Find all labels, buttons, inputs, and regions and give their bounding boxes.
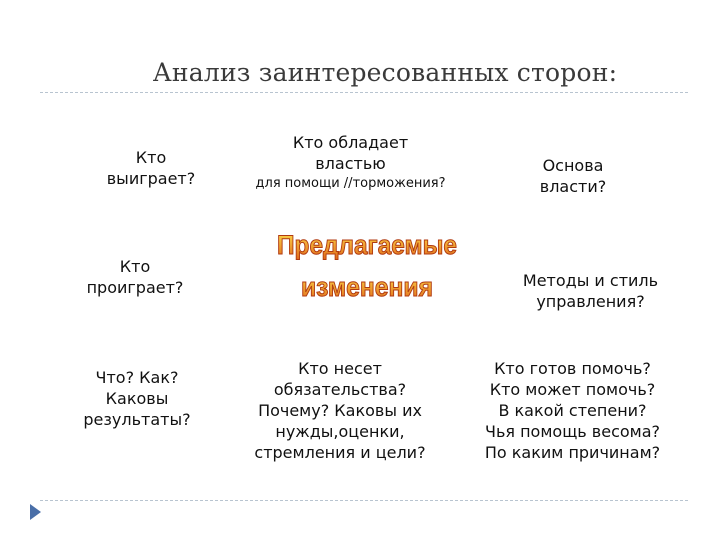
- wordart-line1: Предлагаемые: [277, 230, 457, 260]
- cell-who-loses: [80, 256, 190, 298]
- cell-help-line3: В какой степени?: [498, 401, 647, 420]
- footer-divider: [40, 500, 688, 501]
- proposed-changes-wordart: [270, 218, 465, 308]
- cell-obligations-line4: нужды,оценки,: [275, 422, 405, 441]
- cell-results: [72, 367, 202, 430]
- cell-results-line3: результаты?: [83, 410, 191, 429]
- cell-results-line1: Что? Как?: [95, 368, 179, 387]
- cell-who-wins-line2: выиграет?: [106, 169, 196, 188]
- cell-power-basis: [518, 155, 628, 197]
- cell-help-line4: Чья помощь весома?: [484, 422, 661, 441]
- wordart-line2: изменения: [301, 272, 433, 302]
- slide-title: Анализ заинтересованных сторон:: [152, 58, 618, 87]
- cell-who-loses-line2: проиграет?: [86, 278, 184, 297]
- cell-obligations: [240, 358, 440, 463]
- cell-obligations-line1: Кто несет: [298, 359, 382, 378]
- cell-help-line1: Кто готов помочь?: [494, 359, 651, 378]
- cell-obligations-line5: стремления и цели?: [254, 443, 426, 462]
- cell-power-basis-line2: власти?: [539, 177, 607, 196]
- cell-who-has-power: [238, 132, 463, 194]
- cell-help-line2: Кто может помочь?: [489, 380, 656, 399]
- cell-who-wins-line1: Кто: [135, 148, 167, 167]
- triangle-right-icon[interactable]: [30, 504, 41, 520]
- cell-results-line2: Каковы: [105, 389, 169, 408]
- title-divider: [40, 92, 688, 93]
- cell-who-loses-line1: Кто: [119, 257, 151, 276]
- cell-who-wins: [96, 147, 206, 189]
- cell-who-has-power-line1: Кто обладает: [292, 133, 409, 152]
- cell-obligations-line2: обязательства?: [273, 380, 407, 399]
- cell-methods-line2: управления?: [536, 292, 645, 311]
- cell-help: [470, 358, 675, 463]
- cell-methods: [498, 270, 683, 312]
- cell-who-has-power-line3: для помощи //торможения?: [255, 176, 446, 191]
- cell-obligations-line3: Почему? Каковы их: [258, 401, 422, 420]
- cell-help-line5: По каким причинам?: [484, 443, 661, 462]
- cell-who-has-power-line2: властью: [315, 154, 386, 173]
- cell-methods-line1: Методы и стиль: [522, 271, 659, 290]
- cell-power-basis-line1: Основа: [542, 156, 604, 175]
